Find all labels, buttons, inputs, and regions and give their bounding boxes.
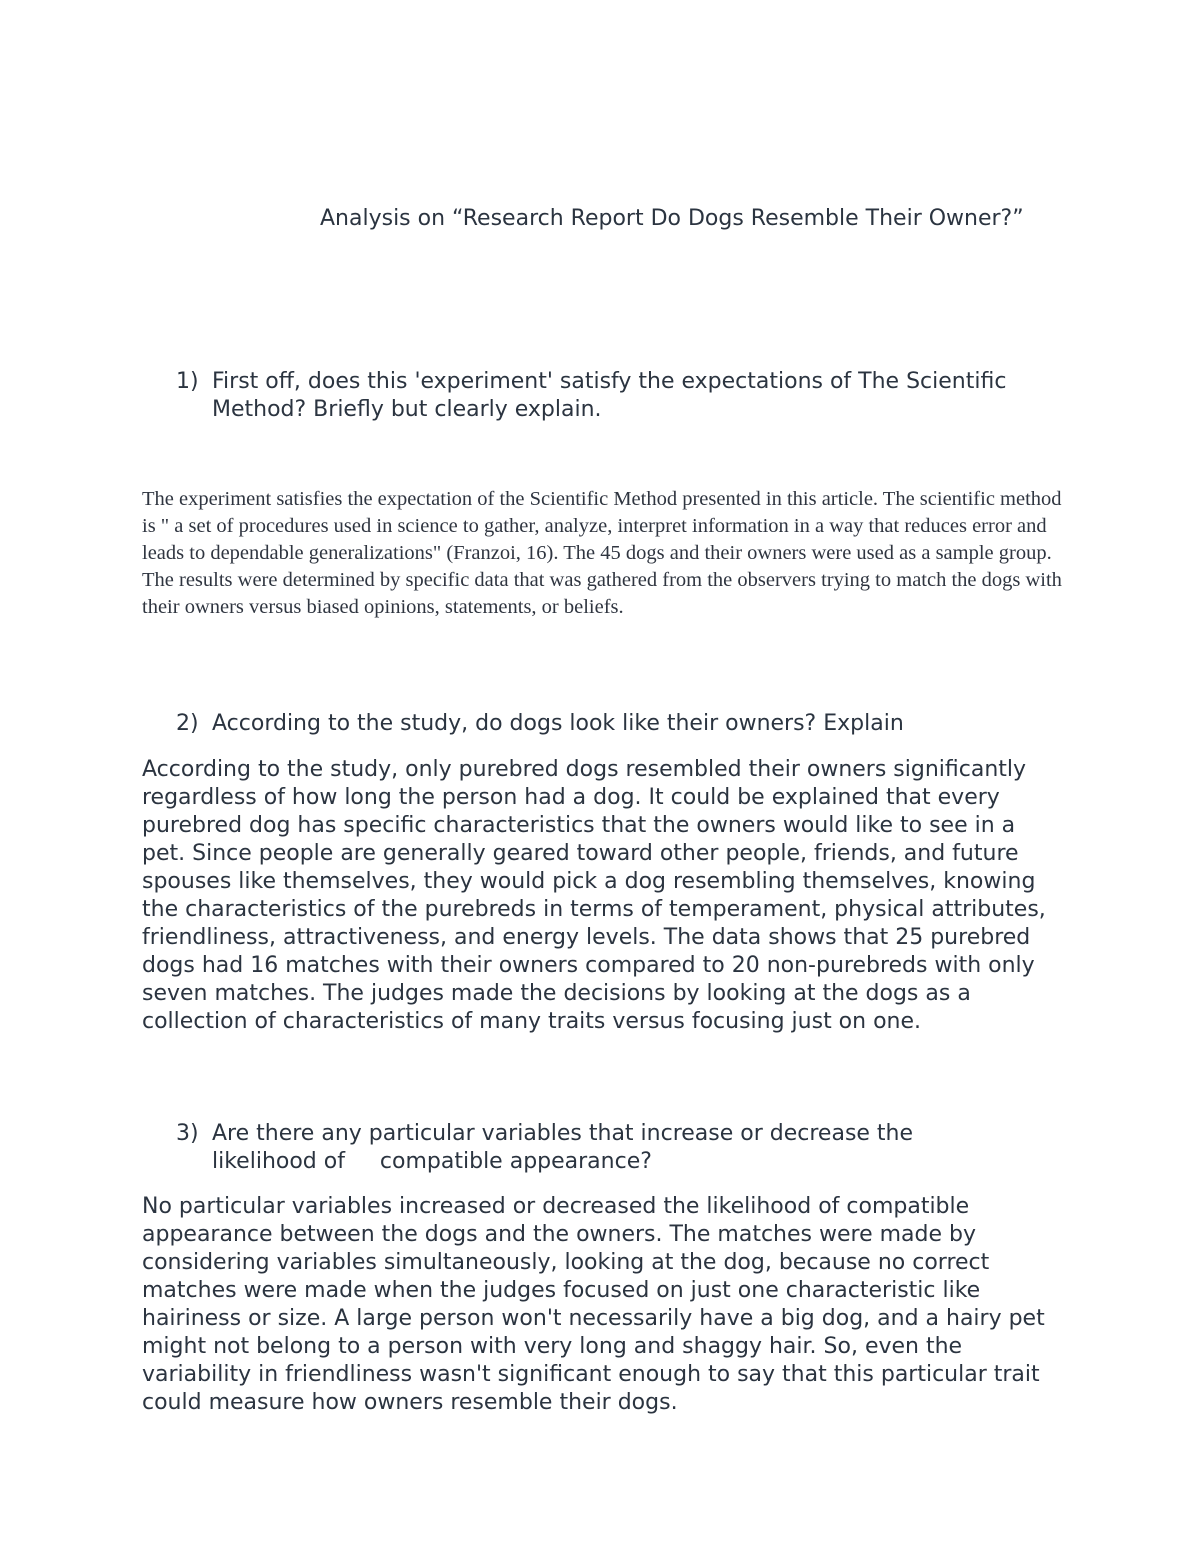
answer-1: The experiment satisfies the expectation of the Scientific Method presented in this article. The scientific method is " a set of procedures used in science to gather, analyze, interpret information in a way that reduces error and leads to dependable generalizations" (Franzoi, 16). The 45 dogs and their owners were used as a sample group. The results were determined by specific data that was gathered from the observers trying to match the dogs with their owners versus biased opinions, statements, or beliefs. [142, 488, 1062, 618]
question-3-number: 3) [176, 1121, 199, 1146]
document-title: Analysis on “Research Report Do Dogs Resemble Their Owner?” [320, 206, 1024, 231]
question-2-number: 2) [176, 711, 199, 736]
question-3-text: Are there any particular variables that increase or decrease the likelihood of compatible appearance? [212, 1121, 921, 1174]
question-1-number: 1) [176, 369, 199, 394]
question-1-text: First off, does this 'experiment' satisfy the expectations of The Scientific Method? Briefly but clearly explain. [212, 369, 1014, 422]
question-2-text: According to the study, do dogs look like their owners? Explain [212, 711, 904, 736]
answer-3: No particular variables increased or decreased the likelihood of compatible appearance between the dogs and the owners. The matches were made by considering variables simultaneously, looking at the dog, because no correct matches were made when the judges focused on just one characteristic like hairiness or size. A large person won't necessarily have a big dog, and a hairy pet might not belong to a person with very long and shaggy hair. So, even the variability in friendliness wasn't significant enough to say that this particular trait could measure how owners resemble their dogs. [142, 1194, 1045, 1415]
question-1 [140, 368, 1020, 424]
question-2 [140, 710, 1020, 738]
answer-2: According to the study, only purebred dogs resembled their owners significantly regardless of how long the person had a dog. It could be explained that every purebred dog has specific characteristics that the owners would like to see in a pet. Since people are generally geared toward other people, friends, and future spouses like themselves, they would pick a dog resembling themselves, knowing the characteristics of the purebreds in terms of temperament, physical attributes, friendliness, attractiveness, and energy levels. The data shows that 25 purebred dogs had 16 matches with their owners compared to 20 non-purebreds with only seven matches. The judges made the decisions by looking at the dogs as a collection of characteristics of many traits versus focusing just on one. [142, 757, 1046, 1034]
question-3 [140, 1120, 1020, 1176]
